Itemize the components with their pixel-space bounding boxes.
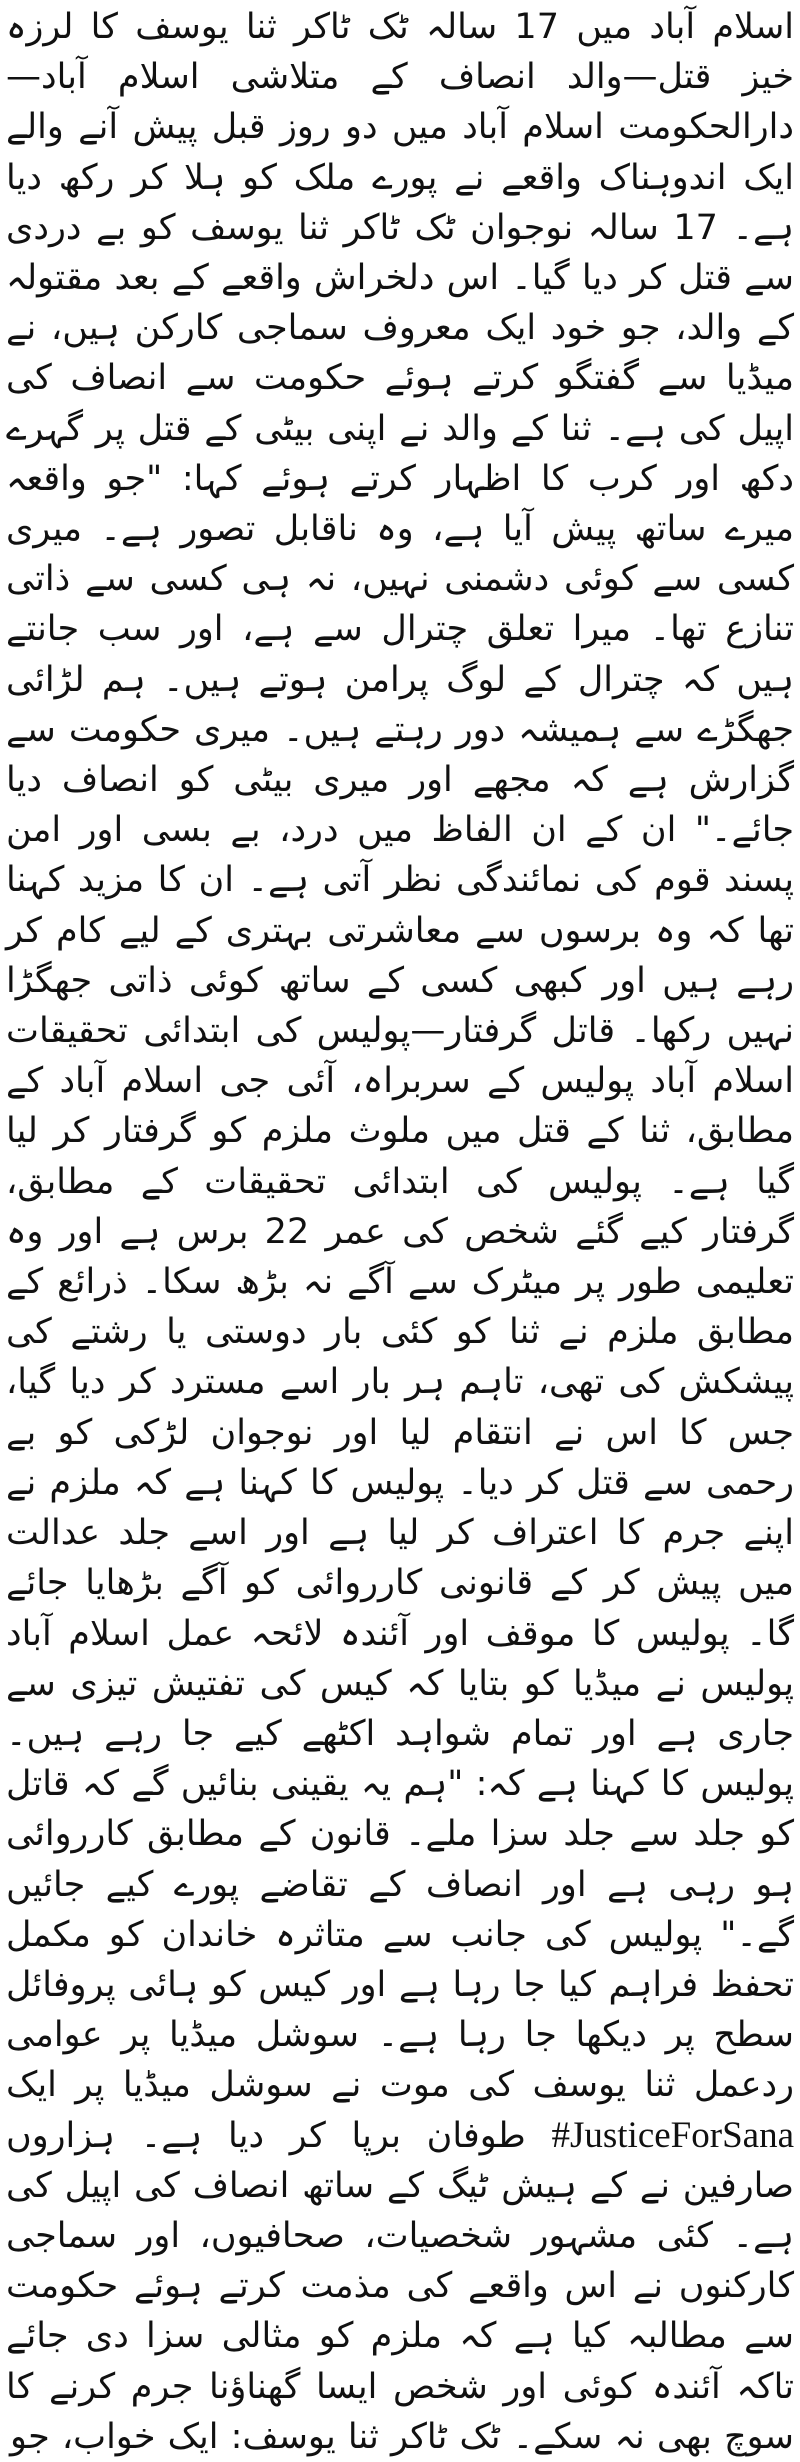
hashtag-link: #JusticeForSana — [551, 2114, 794, 2156]
article-text-part-1: اسلام آباد میں 17 سالہ ٹک ٹاکر ثنا یوسف کا لرزہ خیز قتل—والد انصاف کے متلاشی اسلام آباد—دارالحکومت اسلام آباد میں دو روز قبل پیش آنے والے ایک اندوہناک واقعے نے پورے ملک کو ہلا کر رکھ دیا ہے۔ 17 سالہ نوجوان ٹک ٹاکر ثنا یوسف کو بے دردی سے قتل کر دیا گیا۔ اس دلخراش واقعے کے بعد مقتولہ کے والد، جو خود ایک معروف سماجی کارکن ہیں، نے میڈیا سے گفتگو کرتے ہوئے حکومت سے انصاف کی اپیل کی ہے۔ ثنا کے والد نے اپنی بیٹی کے قتل پر گہرے دکھ اور کرب کا اظہار کرتے ہوئے کہا: "جو واقعہ میرے ساتھ پیش آیا ہے، وہ ناقابل تصور ہے۔ میری کسی سے کوئی دشمنی نہیں، نہ ہی کسی سے ذاتی تنازع تھا۔ میرا تعلق چترال سے ہے، اور سب جانتے ہیں کہ چترال کے لوگ پرامن ہوتے ہیں۔ ہم لڑائی جھگڑے سے ہمیشہ دور رہتے ہیں۔ میری حکومت سے گزارش ہے کہ مجھے اور میری بیٹی کو انصاف دیا جائے۔" ان کے ان الفاظ میں درد، بے بسی اور امن پسند قوم کی نمائندگی نظر آتی ہے۔ ان کا مزید کہنا تھا کہ وہ برسوں سے معاشرتی بہتری کے لیے کام کر رہے ہیں اور کبھی کسی کے ساتھ کوئی ذاتی جھگڑا نہیں رکھا۔ قاتل گرفتار—پولیس کی ابتدائی تحقیقات اسلام آباد پولیس کے سربراہ، آئی جی اسلام آباد کے مطابق، ثنا کے قتل میں ملوث ملزم کو گرفتار کر لیا گیا ہے۔ پولیس کی ابتدائی تحقیقات کے مطابق، گرفتار کیے گئے شخص کی عمر 22 برس ہے اور وہ تعلیمی طور پر میٹرک سے آگے نہ بڑھ سکا۔ ذرائع کے مطابق ملزم نے ثنا کو کئی بار دوستی یا رشتے کی پیشکش کی تھی، تاہم ہر بار اسے مسترد کر دیا گیا، جس کا اس نے انتقام لیا اور نوجوان لڑکی کو بے رحمی سے قتل کر دیا۔ پولیس کا کہنا ہے کہ ملزم نے اپنے جرم کا اعتراف کر لیا ہے اور اسے جلد عدالت میں پیش کر کے قانونی کارروائی کو آگے بڑھایا جائے گا۔ پولیس کا موقف اور آئندہ لائحہ عمل اسلام آباد پولیس نے میڈیا کو بتایا کہ کیس کی تفتیش تیزی سے جاری ہے اور تمام شواہد اکٹھے کیے جا رہے ہیں۔ پولیس کا کہنا ہے کہ: "ہم یہ یقینی بنائیں گے کہ قاتل کو جلد سے جلد سزا ملے۔ قانون کے مطابق کارروائی ہو رہی ہے اور انصاف کے تقاضے پورے کیے جائیں گے۔" پولیس کی جانب سے متاثرہ خاندان کو مکمل تحفظ فراہم کیا جا رہا ہے اور کیس کو ہائی پروفائل سطح پر دیکھا جا رہا ہے۔ سوشل میڈیا پر عوامی ردعمل ثنا یوسف کی موت نے سوشل میڈیا پر ایک — [6, 7, 794, 2106]
article-text-part-2: طوفان برپا کر دیا ہے۔ ہزاروں صارفین نے کے ہیش ٹیگ کے ساتھ انصاف کی اپیل کی ہے۔ کئی مشہور شخصیات، صحافیوں، اور سماجی کارکنوں نے اس واقعے کی مذمت کرتے ہوئے حکومت سے مطالبہ کیا ہے کہ ملزم کو مثالی سزا دی جائے تاکہ آئندہ کوئی اور شخص ایسا گھناؤنا جرم کرنے کا سوچ بھی نہ سکے۔ ٹک ٹاکر ثنا یوسف: ایک خواب، جو — [6, 2115, 794, 2457]
article-body — [6, 2, 794, 2462]
